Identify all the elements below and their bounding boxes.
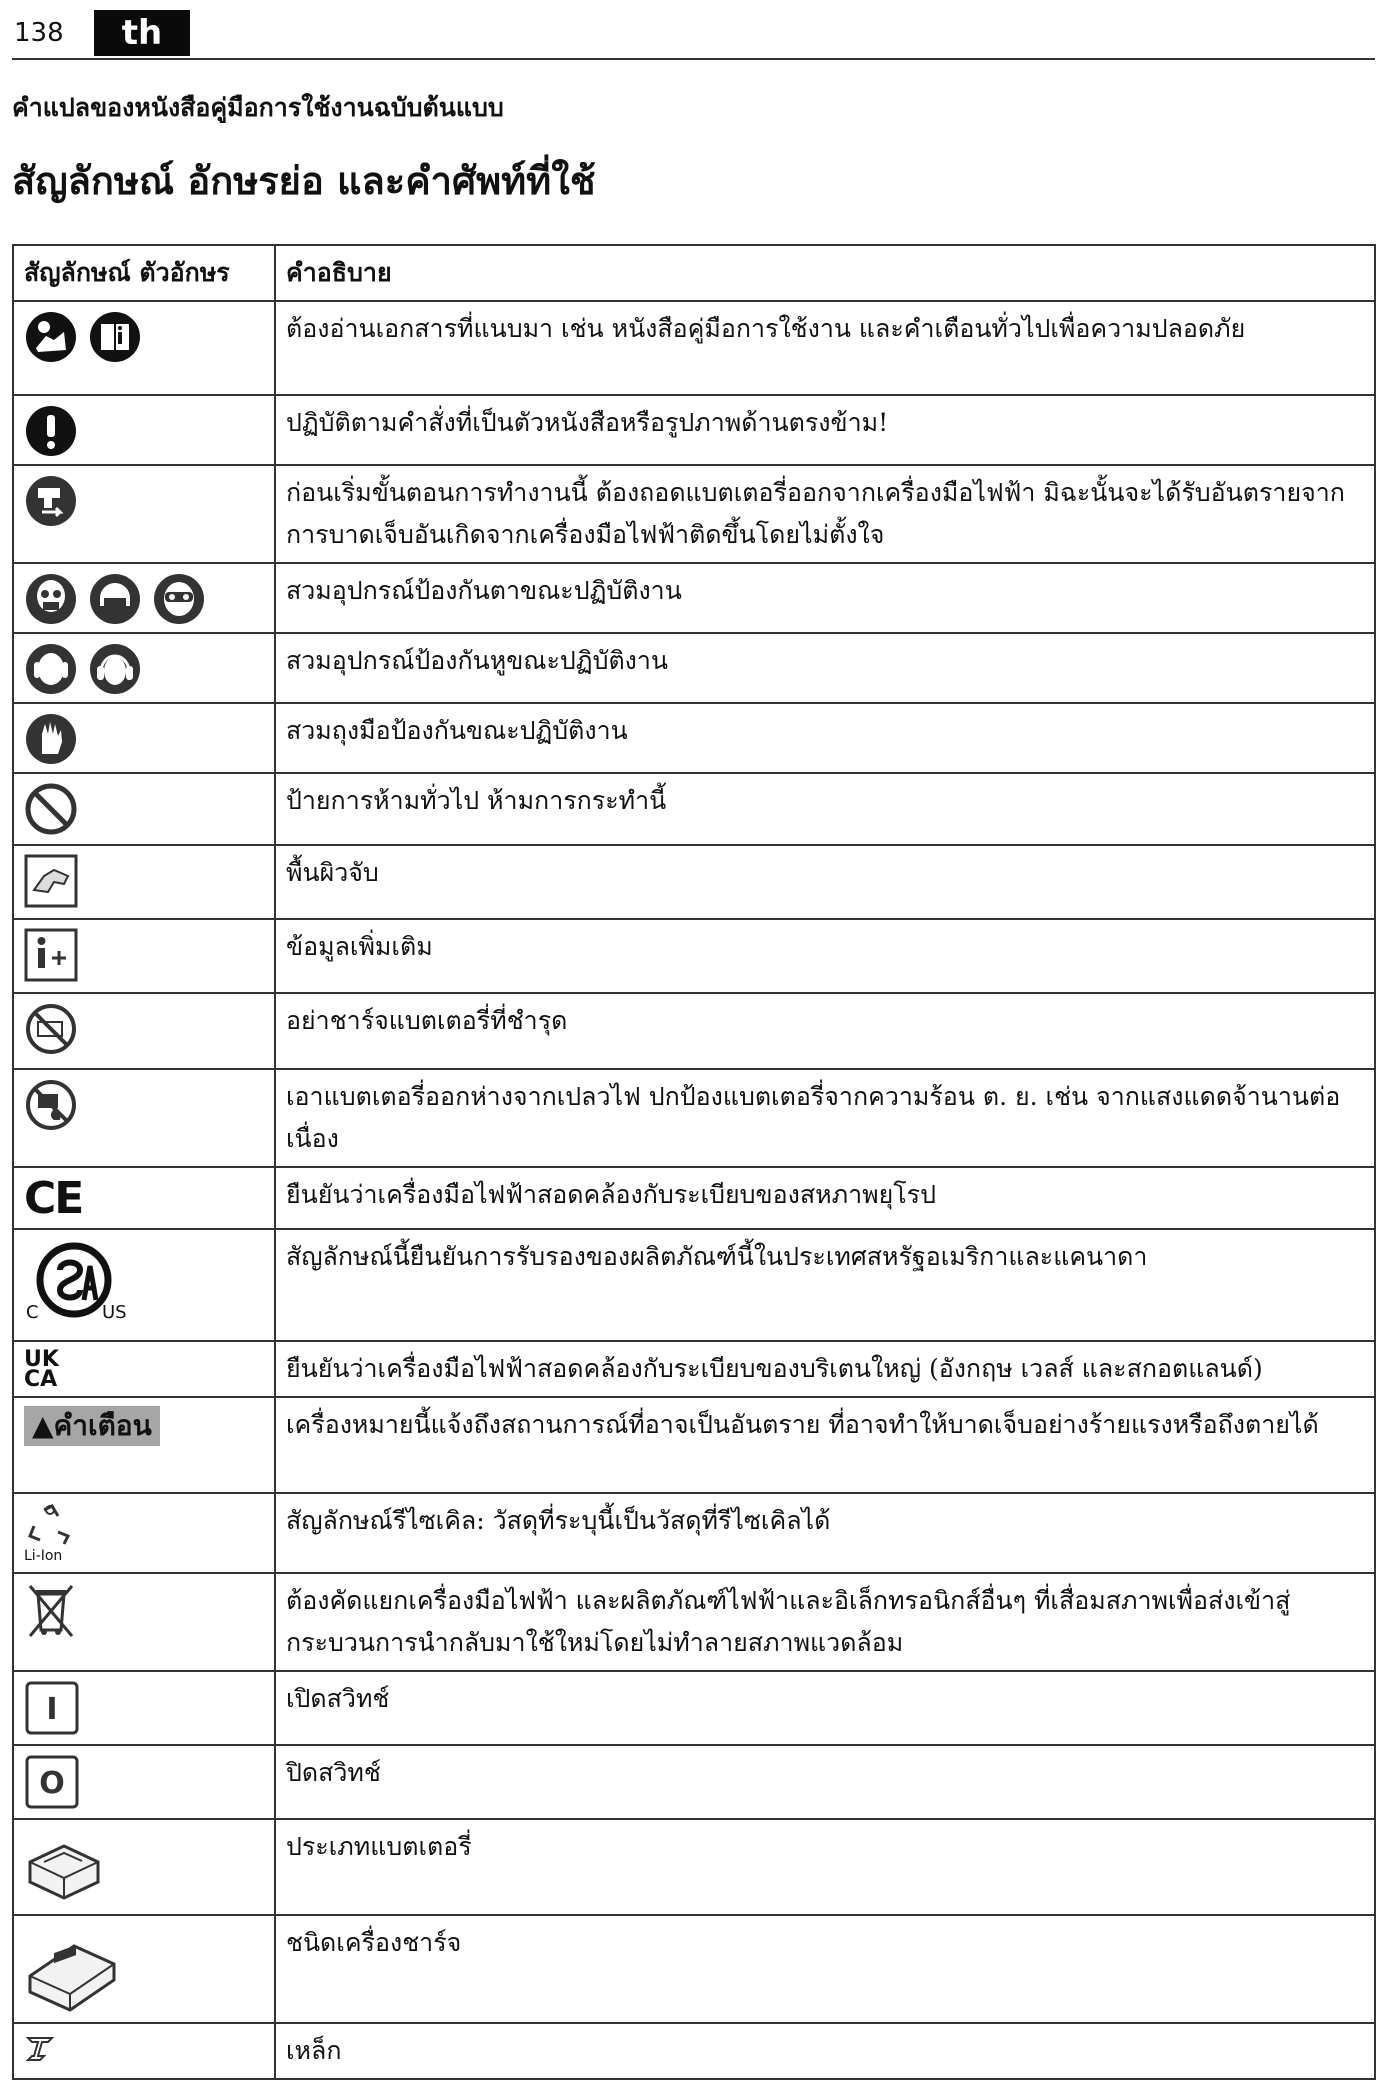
- table-row: [13, 301, 1375, 395]
- description-cell: ปิดสวิทช์: [275, 1745, 1375, 1819]
- table-row: [13, 1069, 1375, 1167]
- table-row: [13, 919, 1375, 993]
- face-shield-icon: [88, 572, 142, 626]
- table-row: [13, 845, 1375, 919]
- weee-bin-icon: [24, 1582, 78, 1640]
- switch-on-icon: [24, 1680, 80, 1736]
- symbol-cell: [13, 1745, 275, 1819]
- ukca-mark-icon: [24, 1347, 59, 1392]
- description-cell: สวมอุปกรณ์ป้องกันตาขณะปฏิบัติงาน: [275, 563, 1375, 633]
- switch-off-icon: [24, 1754, 80, 1810]
- csa-mark-icon: [24, 1238, 134, 1334]
- symbol-cell: [13, 1167, 275, 1229]
- grip-surface-icon: [24, 854, 78, 908]
- recycle-li-ion-icon: [24, 1502, 78, 1548]
- info-plus-icon: [24, 928, 78, 982]
- table-row: [13, 465, 1375, 563]
- gloves-icon: [24, 712, 78, 766]
- book-info-icon: [88, 310, 142, 364]
- switch-off-label: O: [39, 1766, 65, 1801]
- description-cell: ชนิดเครื่องชาร์จ: [275, 1915, 1375, 2023]
- description-cell: ยืนยันว่าเครื่องมือไฟฟ้าสอดคล้องกับระเบียบของบริเตนใหญ่ (อังกฤษ เวลส์ และสกอตแลนด์): [275, 1341, 1375, 1397]
- ukca-bottom-label: CA: [24, 1367, 58, 1392]
- symbol-cell: [13, 301, 275, 395]
- symbol-cell: [13, 1069, 275, 1167]
- table-row: [13, 563, 1375, 633]
- steel-beam-icon: [24, 2032, 58, 2066]
- section-title: สัญลักษณ์ อักษรย่อ และคำศัพท์ที่ใช้: [12, 158, 596, 203]
- description-cell: ประเภทแบตเตอรี่: [275, 1819, 1375, 1915]
- table-row: [13, 773, 1375, 845]
- description-cell: เครื่องหมายนี้แจ้งถึงสถานการณ์ที่อาจเป็นอันตราย ที่อาจทำให้บาดเจ็บอย่างร้ายแรงหรือถึงตายได้: [275, 1397, 1375, 1493]
- table-row: [13, 1573, 1375, 1671]
- symbol-cell: [13, 773, 275, 845]
- table-row: [13, 1229, 1375, 1341]
- description-cell: เปิดสวิทช์: [275, 1671, 1375, 1745]
- no-charge-damaged-battery-icon: [24, 1002, 78, 1056]
- remove-battery-icon: [24, 474, 78, 528]
- page-header: [12, 10, 1375, 60]
- table-row: [13, 1671, 1375, 1745]
- ce-mark-icon: CE: [24, 1173, 83, 1224]
- description-cell: ข้อมูลเพิ่มเติม: [275, 919, 1375, 993]
- document-subtitle: คำแปลของหนังสือคู่มือการใช้งานฉบับต้นแบบ: [12, 93, 504, 122]
- warning-badge: [24, 1406, 160, 1446]
- csa-c-label: C: [26, 1302, 39, 1323]
- symbol-cell: [13, 1397, 275, 1493]
- table-row: [13, 703, 1375, 773]
- table-row: [13, 2023, 1375, 2079]
- description-cell: สวมถุงมือป้องกันขณะปฏิบัติงาน: [275, 703, 1375, 773]
- ear-protection-icon: [24, 642, 78, 696]
- ukca-top-label: UK: [24, 1347, 59, 1372]
- symbol-cell: [13, 703, 275, 773]
- description-cell: ก่อนเริ่มขั้นตอนการทำงานนี้ ต้องถอดแบตเตอรี่ออกจากเครื่องมือไฟฟ้า มิฉะนั้นจะได้รับอันตรายจากการบาดเจ็บอันเกิดจากเครื่องมือไฟฟ้าติดขึ้นโดยไม่ตั้งใจ: [275, 465, 1375, 563]
- charger-icon: [24, 1924, 120, 2014]
- description-cell: เหล็ก: [275, 2023, 1375, 2079]
- prohibition-icon: [24, 782, 78, 836]
- symbol-cell: [13, 2023, 275, 2079]
- description-cell: ปฏิบัติตามคำสั่งที่เป็นตัวหนังสือหรือรูปภาพด้านตรงข้าม!: [275, 395, 1375, 465]
- symbol-cell: [13, 919, 275, 993]
- column-header-description: คำอธิบาย: [275, 245, 1375, 301]
- description-cell: ต้องคัดแยกเครื่องมือไฟฟ้า และผลิตภัณฑ์ไฟฟ้าและอิเล็กทรอนิกส์อื่นๆ ที่เสื่อมสภาพเพื่อส่งเข้าสู่กระบวนการนำกลับมาใช้ใหม่โดยไม่ทำลายสภาพแวดล้อม: [275, 1573, 1375, 1671]
- table-row: [13, 1915, 1375, 2023]
- symbol-cell: [13, 993, 275, 1069]
- table-row: [13, 1341, 1375, 1397]
- symbol-cell: [13, 633, 275, 703]
- table-row: [13, 1397, 1375, 1493]
- warning-label: คำเตือน: [53, 1409, 152, 1442]
- csa-us-label: US: [102, 1302, 127, 1323]
- description-cell: สัญลักษณ์นี้ยืนยันการรับรองของผลิตภัณฑ์นี้ในประเทศสหรัฐอเมริกาและแคนาดา: [275, 1229, 1375, 1341]
- page-number: 138: [14, 18, 64, 48]
- table-row: [13, 993, 1375, 1069]
- description-cell: ต้องอ่านเอกสารที่แนบมา เช่น หนังสือคู่มือการใช้งาน และคำเตือนทั่วไปเพื่อความปลอดภัย: [275, 301, 1375, 395]
- symbol-cell: [13, 1573, 275, 1671]
- language-badge: th: [94, 10, 190, 56]
- symbol-cell: [13, 1915, 275, 2023]
- description-cell: ป้ายการห้ามทั่วไป ห้ามการกระทำนี้: [275, 773, 1375, 845]
- switch-on-label: I: [46, 1692, 58, 1727]
- symbol-cell: [13, 1229, 275, 1341]
- table-row: [13, 1819, 1375, 1915]
- symbols-table: [12, 244, 1376, 2080]
- description-cell: สัญลักษณ์รีไซเคิล: วัสดุที่ระบุนี้เป็นวัสดุที่รีไซเคิลได้: [275, 1493, 1375, 1573]
- symbol-cell: [13, 845, 275, 919]
- read-manual-icon: [24, 310, 78, 364]
- symbol-cell: [13, 1671, 275, 1745]
- mandatory-exclamation-icon: [24, 404, 78, 458]
- symbol-cell: [13, 1341, 275, 1397]
- safety-goggles-icon: [152, 572, 206, 626]
- table-row: [13, 633, 1375, 703]
- description-cell: ยืนยันว่าเครื่องมือไฟฟ้าสอดคล้องกับระเบียบของสหภาพยุโรป: [275, 1167, 1375, 1229]
- symbol-cell: [13, 395, 275, 465]
- warning-triangle-icon: ▲: [32, 1409, 54, 1442]
- dust-mask-icon: [24, 572, 78, 626]
- battery-fire-heat-icon: [24, 1078, 78, 1132]
- description-cell: เอาแบตเตอรี่ออกห่างจากเปลวไฟ ปกป้องแบตเตอรี่จากความร้อน ต. ย. เช่น จากแสงแดดจ้านานต่อเนื่อง: [275, 1069, 1375, 1167]
- table-row: [13, 1493, 1375, 1573]
- table-header-row: [13, 245, 1375, 301]
- ear-muffs-icon: [88, 642, 142, 696]
- symbol-cell: [13, 465, 275, 563]
- battery-pack-icon: [24, 1828, 104, 1908]
- symbol-cell: [13, 1819, 275, 1915]
- symbol-cell: [13, 1493, 275, 1573]
- description-cell: พื้นผิวจับ: [275, 845, 1375, 919]
- li-ion-label: Li-Ion: [24, 1548, 63, 1564]
- column-header-symbol: สัญลักษณ์ ตัวอักษร: [13, 245, 275, 301]
- table-row: [13, 1167, 1375, 1229]
- symbol-cell: [13, 563, 275, 633]
- table-row: [13, 395, 1375, 465]
- table-row: [13, 1745, 1375, 1819]
- description-cell: อย่าชาร์จแบตเตอรี่ที่ชำรุด: [275, 993, 1375, 1069]
- description-cell: สวมอุปกรณ์ป้องกันหูขณะปฏิบัติงาน: [275, 633, 1375, 703]
